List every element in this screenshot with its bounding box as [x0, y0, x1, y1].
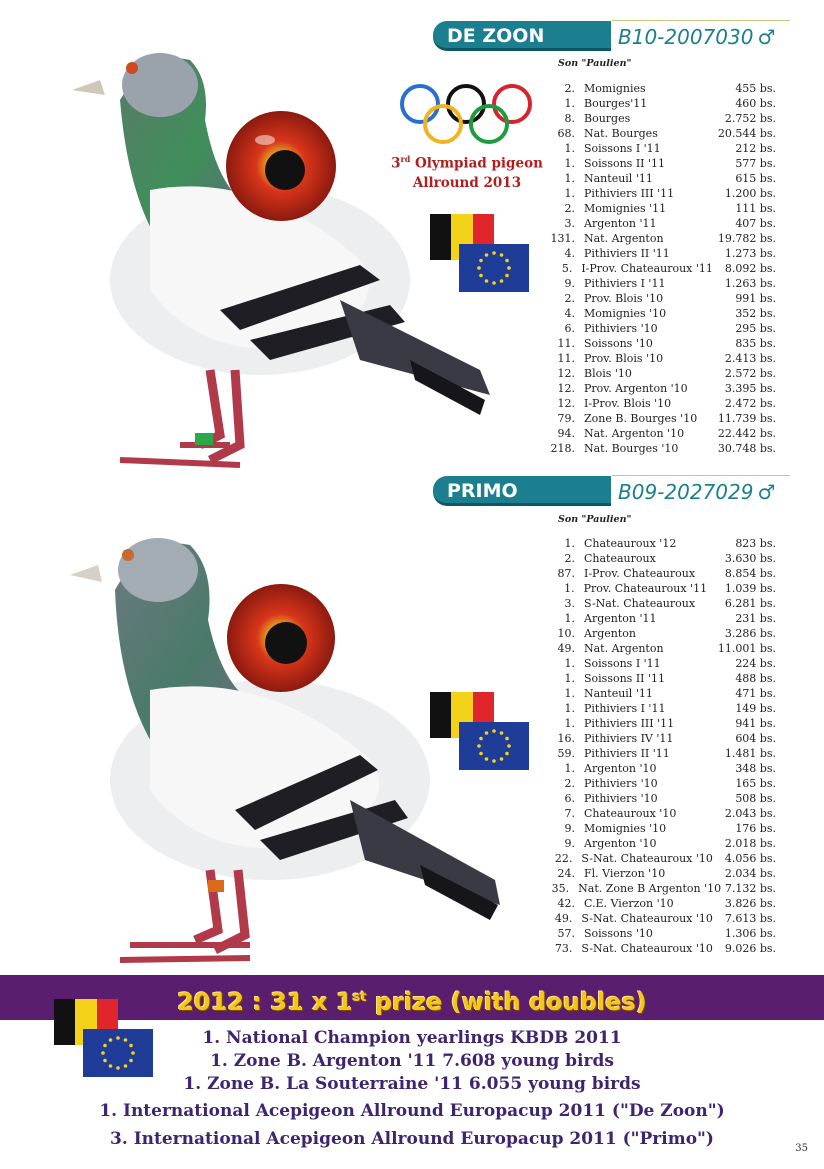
result-birds: 604 bs.: [735, 732, 776, 745]
result-birds: 615 bs.: [735, 172, 776, 185]
male-icon: ♂: [757, 480, 776, 504]
result-row: [548, 351, 776, 366]
result-birds: 991 bs.: [735, 292, 776, 305]
olympiad-rank: 3: [391, 155, 401, 172]
result-birds: 2.018 bs.: [724, 837, 776, 850]
result-row: [548, 716, 776, 731]
result-birds: 577 bs.: [735, 157, 776, 170]
result-birds: 30.748 bs.: [717, 442, 776, 455]
result-row: [548, 111, 776, 126]
result-rank: 9.: [564, 837, 575, 850]
result-race: Prov. Blois '10: [584, 292, 664, 305]
result-rank: 1.: [564, 537, 575, 550]
result-race: Prov. Blois '10: [584, 352, 664, 365]
de-zoon-section: [0, 0, 824, 470]
result-row: [548, 306, 776, 321]
result-birds: 455 bs.: [735, 82, 776, 95]
result-birds: 823 bs.: [735, 537, 776, 550]
result-rank: 59.: [557, 747, 575, 760]
result-rank: 2.: [564, 777, 575, 790]
result-birds: 11.739 bs.: [717, 412, 776, 425]
result-row: [548, 806, 776, 821]
achievement-line: 1. National Champion yearlings KBDB 2011: [202, 1028, 622, 1048]
result-rank: 49.: [554, 912, 573, 925]
result-row: [548, 581, 776, 596]
result-rank: 49.: [557, 642, 575, 655]
result-race: Pithiviers III '11: [584, 187, 675, 200]
result-race: Argenton: [584, 627, 636, 640]
result-row: [548, 411, 776, 426]
result-race: Bourges: [584, 112, 631, 125]
result-row: [548, 216, 776, 231]
result-race: Nanteuil '11: [584, 172, 653, 185]
result-birds: 1.263 bs.: [724, 277, 776, 290]
result-row: [548, 596, 776, 611]
result-race: Argenton '11: [584, 612, 657, 625]
result-rank: 22.: [554, 852, 573, 865]
result-row: [548, 821, 776, 836]
result-race: Momignies '11: [584, 202, 667, 215]
ring-number: [618, 22, 775, 52]
header-rule: [612, 475, 790, 476]
result-rank: 2.: [564, 202, 575, 215]
result-race: Soissons II '11: [584, 157, 666, 170]
olympiad-rank-suffix: rd: [400, 154, 411, 164]
banner-text-sup: st: [352, 990, 367, 1005]
result-race: Argenton '11: [584, 217, 657, 230]
results-list: [548, 81, 776, 456]
result-birds: 3.395 bs.: [724, 382, 776, 395]
olympiad-line2: Allround 2013: [412, 174, 522, 191]
result-race: Nat. Argenton '10: [584, 427, 685, 440]
result-rank: 12.: [557, 397, 575, 410]
result-row: [548, 396, 776, 411]
result-row: [548, 566, 776, 581]
result-row: [548, 551, 776, 566]
result-row: [548, 381, 776, 396]
result-row: [548, 911, 776, 926]
result-race: Chateauroux '12: [584, 537, 677, 550]
result-race: Argenton '10: [584, 762, 657, 775]
achievement-line: 1. Zone B. Argenton '11 7.608 young birds: [210, 1051, 614, 1071]
primo-section: [0, 470, 824, 970]
eu-flag-icon: [459, 722, 529, 770]
eye-photo: [225, 110, 337, 222]
result-birds: 2.043 bs.: [724, 807, 776, 820]
result-rank: 1.: [564, 702, 575, 715]
result-row: [548, 926, 776, 941]
result-race: Pithiviers IV '11: [584, 732, 674, 745]
result-rank: 24.: [557, 867, 575, 880]
result-race: Momignies: [584, 82, 646, 95]
result-race: Nat. Argenton: [584, 232, 664, 245]
result-birds: 212 bs.: [735, 142, 776, 155]
ring-number-text: B10-2007030: [618, 25, 754, 49]
result-race: Zone B. Bourges '10: [584, 412, 698, 425]
result-race: Soissons '10: [584, 337, 653, 350]
result-birds: 149 bs.: [735, 702, 776, 715]
result-birds: 460 bs.: [735, 97, 776, 110]
result-birds: 165 bs.: [735, 777, 776, 790]
sire-label: Son "Paulien": [558, 58, 632, 69]
result-birds: 3.630 bs.: [724, 552, 776, 565]
result-race: S-Nat. Chateauroux '10: [581, 912, 713, 925]
result-row: [548, 156, 776, 171]
result-race: Nat. Bourges: [584, 127, 658, 140]
result-rank: 57.: [557, 927, 575, 940]
olympic-rings-icon: [398, 82, 534, 148]
result-race: Pithiviers I '11: [584, 277, 666, 290]
result-race: Prov. Chateauroux '11: [583, 582, 708, 595]
result-rank: 11.: [557, 337, 575, 350]
eu-flag-icon: [459, 244, 529, 292]
result-rank: 218.: [550, 442, 575, 455]
result-row: [548, 441, 776, 456]
results-list: [548, 536, 776, 956]
result-rank: 2.: [564, 552, 575, 565]
result-birds: 835 bs.: [735, 337, 776, 350]
result-rank: 2.: [564, 82, 575, 95]
result-rank: 6.: [564, 322, 575, 335]
result-race: Soissons II '11: [584, 672, 666, 685]
result-rank: 79.: [557, 412, 575, 425]
result-rank: 42.: [557, 897, 575, 910]
result-row: [548, 231, 776, 246]
result-birds: 22.442 bs.: [717, 427, 776, 440]
result-race: Chateauroux: [584, 552, 656, 565]
result-race: S-Nat. Chateauroux: [584, 597, 696, 610]
male-icon: ♂: [757, 25, 776, 49]
result-row: [548, 536, 776, 551]
result-birds: 11.001 bs.: [717, 642, 776, 655]
result-birds: 352 bs.: [735, 307, 776, 320]
result-race: Soissons '10: [584, 927, 653, 940]
result-rank: 12.: [557, 367, 575, 380]
result-row: [548, 626, 776, 641]
result-row: [548, 201, 776, 216]
result-race: Pithiviers II '11: [584, 747, 670, 760]
eye-photo: [226, 583, 336, 693]
result-birds: 407 bs.: [735, 217, 776, 230]
result-birds: 7.132 bs.: [724, 882, 776, 895]
result-rank: 1.: [564, 142, 575, 155]
result-birds: 295 bs.: [735, 322, 776, 335]
result-race: Pithiviers II '11: [584, 247, 670, 260]
ring-number: [618, 477, 775, 507]
result-race: I-Prov. Blois '10: [584, 397, 672, 410]
result-row: [548, 731, 776, 746]
result-birds: 1.039 bs.: [724, 582, 776, 595]
result-row: [548, 881, 776, 896]
page-number: 35: [795, 1143, 808, 1154]
result-rank: 7.: [564, 807, 575, 820]
result-birds: 508 bs.: [735, 792, 776, 805]
result-birds: 2.752 bs.: [724, 112, 776, 125]
achievement-line: 1. Zone B. La Souterraine '11 6.055 young birds: [183, 1074, 641, 1094]
result-race: Pithiviers I '11: [584, 702, 666, 715]
result-race: Soissons I '11: [584, 142, 661, 155]
olympiad-title: Olympiad pigeon: [410, 155, 543, 172]
result-race: Soissons I '11: [584, 657, 661, 670]
result-rank: 35.: [551, 882, 570, 895]
result-rank: 131.: [550, 232, 575, 245]
result-rank: 4.: [564, 247, 575, 260]
result-birds: 488 bs.: [735, 672, 776, 685]
prize-banner: [0, 975, 824, 1020]
result-birds: 20.544 bs.: [717, 127, 776, 140]
result-race: Momignies '10: [584, 307, 667, 320]
result-birds: 2.472 bs.: [724, 397, 776, 410]
result-row: [548, 611, 776, 626]
result-birds: 941 bs.: [735, 717, 776, 730]
pigeon-name-pill: DE ZOON: [433, 21, 611, 51]
result-birds: 2.034 bs.: [724, 867, 776, 880]
result-rank: 1.: [564, 612, 575, 625]
result-birds: 348 bs.: [735, 762, 776, 775]
result-row: [548, 671, 776, 686]
result-birds: 1.306 bs.: [724, 927, 776, 940]
result-rank: 1.: [564, 657, 575, 670]
result-rank: 8.: [564, 112, 575, 125]
result-rank: 1.: [564, 762, 575, 775]
result-rank: 87.: [557, 567, 575, 580]
result-row: [548, 836, 776, 851]
achievement-line: 3. International Acepigeon Allround Europacup 2011 ("Primo"): [110, 1129, 714, 1149]
result-row: [548, 171, 776, 186]
result-birds: 8.854 bs.: [724, 567, 776, 580]
result-rank: 1.: [564, 157, 575, 170]
result-birds: 176 bs.: [735, 822, 776, 835]
result-row: [548, 96, 776, 111]
result-birds: 3.826 bs.: [724, 897, 776, 910]
result-rank: 10.: [557, 627, 575, 640]
banner-text-rest: prize (with doubles): [366, 988, 647, 1016]
result-rank: 12.: [557, 382, 575, 395]
result-row: [548, 866, 776, 881]
result-birds: 111 bs.: [735, 202, 776, 215]
achievement-line: 1. International Acepigeon Allround Europacup 2011 ("De Zoon"): [99, 1101, 725, 1121]
ring-number-text: B09-2027029: [618, 480, 754, 504]
result-row: [548, 276, 776, 291]
result-row: [548, 761, 776, 776]
result-race: Prov. Argenton '10: [584, 382, 688, 395]
result-race: Chateauroux '10: [584, 807, 677, 820]
result-race: Nat. Bourges '10: [584, 442, 679, 455]
result-rank: 3.: [564, 597, 575, 610]
result-rank: 3.: [564, 217, 575, 230]
result-race: Nanteuil '11: [584, 687, 653, 700]
result-birds: 3.286 bs.: [724, 627, 776, 640]
result-race: I-Prov. Chateauroux: [584, 567, 696, 580]
result-race: Argenton '10: [584, 837, 657, 850]
olympiad-line1: [388, 150, 546, 174]
result-rank: 1.: [564, 672, 575, 685]
result-rank: 6.: [564, 792, 575, 805]
result-rank: 1.: [564, 717, 575, 730]
result-row: [548, 291, 776, 306]
result-race: Pithiviers '10: [584, 322, 658, 335]
result-birds: 8.092 bs.: [724, 262, 776, 275]
banner-text-main: 2012 : 31 x 1: [177, 988, 353, 1016]
result-birds: 4.056 bs.: [724, 852, 776, 865]
result-birds: 9.026 bs.: [724, 942, 776, 955]
result-row: [548, 261, 776, 276]
olympiad-badge: [388, 150, 546, 193]
result-row: [548, 246, 776, 261]
result-row: [548, 746, 776, 761]
result-race: Blois '10: [584, 367, 632, 380]
result-birds: 1.273 bs.: [724, 247, 776, 260]
result-race: Pithiviers III '11: [584, 717, 675, 730]
result-row: [548, 426, 776, 441]
result-race: C.E. Vierzon '10: [584, 897, 674, 910]
result-rank: 1.: [564, 187, 575, 200]
result-row: [548, 126, 776, 141]
result-rank: 9.: [564, 277, 575, 290]
result-birds: 471 bs.: [735, 687, 776, 700]
result-row: [548, 941, 776, 956]
result-rank: 9.: [564, 822, 575, 835]
result-row: [548, 186, 776, 201]
result-race: Momignies '10: [584, 822, 667, 835]
result-rank: 1.: [564, 582, 575, 595]
result-birds: 6.281 bs.: [724, 597, 776, 610]
result-row: [548, 366, 776, 381]
result-row: [548, 656, 776, 671]
result-birds: 1.200 bs.: [724, 187, 776, 200]
result-row: [548, 701, 776, 716]
result-birds: 231 bs.: [735, 612, 776, 625]
result-rank: 11.: [557, 352, 575, 365]
pigeon-name-pill: PRIMO: [433, 476, 611, 506]
result-rank: 1.: [564, 687, 575, 700]
result-row: [548, 776, 776, 791]
result-row: [548, 81, 776, 96]
result-race: Pithiviers '10: [584, 792, 658, 805]
result-birds: 2.413 bs.: [724, 352, 776, 365]
result-race: Fl. Vierzon '10: [584, 867, 666, 880]
result-birds: 1.481 bs.: [724, 747, 776, 760]
result-row: [548, 141, 776, 156]
result-race: Nat. Argenton: [584, 642, 664, 655]
prize-banner-text: [0, 975, 824, 1025]
result-race: Nat. Zone B Argenton '10: [578, 882, 722, 895]
result-row: [548, 641, 776, 656]
result-race: Pithiviers '10: [584, 777, 658, 790]
result-race: Bourges'11: [584, 97, 648, 110]
result-row: [548, 686, 776, 701]
result-rank: 1.: [564, 97, 575, 110]
result-rank: 2.: [564, 292, 575, 305]
result-rank: 1.: [564, 172, 575, 185]
result-row: [548, 851, 776, 866]
result-row: [548, 896, 776, 911]
result-rank: 73.: [554, 942, 573, 955]
result-race: S-Nat. Chateauroux '10: [581, 852, 713, 865]
result-race: S-Nat. Chateauroux '10: [581, 942, 713, 955]
header-rule: [612, 20, 790, 21]
result-row: [548, 336, 776, 351]
result-birds: 19.782 bs.: [717, 232, 776, 245]
sire-label: Son "Paulien": [558, 514, 632, 525]
result-birds: 7.613 bs.: [724, 912, 776, 925]
result-rank: 94.: [557, 427, 575, 440]
result-rank: 5.: [561, 262, 573, 275]
result-race: I-Prov. Chateauroux '11: [581, 262, 713, 275]
result-row: [548, 791, 776, 806]
result-birds: 224 bs.: [735, 657, 776, 670]
result-row: [548, 321, 776, 336]
result-rank: 68.: [557, 127, 575, 140]
result-birds: 2.572 bs.: [724, 367, 776, 380]
result-rank: 4.: [564, 307, 575, 320]
result-rank: 16.: [557, 732, 575, 745]
